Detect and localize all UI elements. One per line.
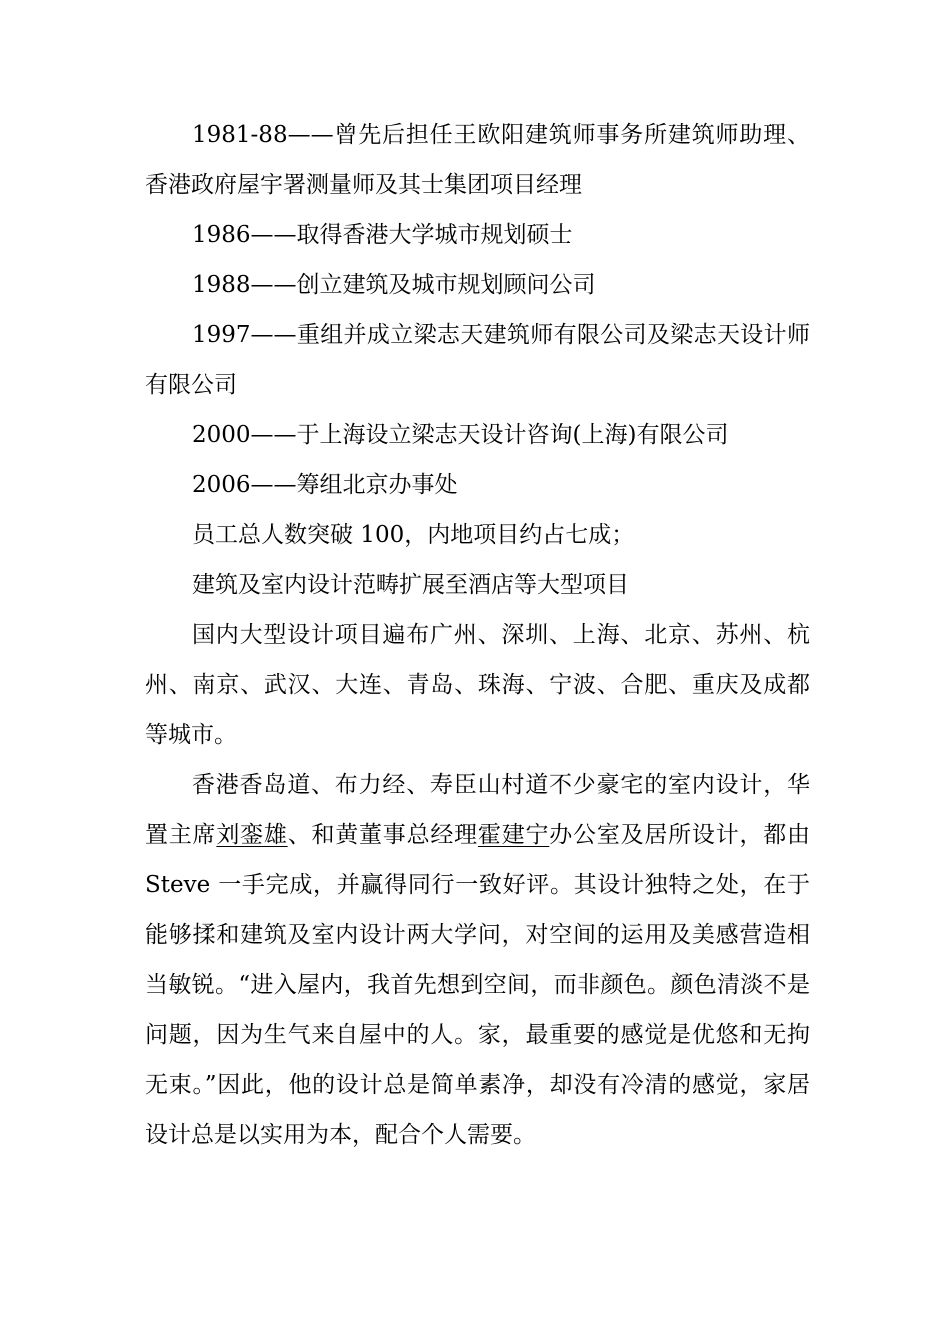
- timeline-entry-1997: 1997——重组并成立梁志天建筑师有限公司及梁志天设计师有限公司: [145, 322, 810, 398]
- timeline-entry-1988: 1988——创立建筑及城市规划顾问公司: [192, 272, 596, 298]
- design-paragraph: [145, 760, 810, 1160]
- design-text-part-1: 香港香岛道、布力经、寿臣山村道不少豪宅的室内设计，华置主席: [145, 772, 810, 848]
- person-link-lau[interactable]: 刘銮雄: [216, 822, 288, 848]
- timeline-entry-1986: 1986——取得香港大学城市规划硕士: [192, 222, 573, 248]
- timeline-entry-1981: 1981-88——曾先后担任王欧阳建筑师事务所建筑师助理、香港政府屋宇署测量师及其士集团项目经理: [145, 122, 810, 198]
- projects-paragraph: 国内大型设计项目遍布广州、深圳、上海、北京、苏州、杭州、南京、武汉、大连、青岛、珠海、宁波、合肥、重庆及成都等城市。: [145, 622, 810, 748]
- design-text-part-2: 、和黄董事总经理: [287, 822, 478, 848]
- timeline-entry-2000: 2000——于上海设立梁志天设计咨询(上海)有限公司: [192, 422, 729, 448]
- person-link-fok[interactable]: 霍建宁: [477, 822, 550, 848]
- design-text-part-3: 办公室及居所设计，都由 Steve 一手完成，并赢得同行一致好评。其设计独特之处，在于能够揉和建筑及室内设计两大学问，对空间的运用及美感营造相当敏锐。“进入屋内，我首先想到空间，而非颜色。颜色清淡不是问题，因为生气来自屋中的人。家，最重要的感觉是优悠和无拘无束。”因此，他的设计总是简单素净，却没有冷清的感觉，家居设计总是以实用为本，配合个人需要。: [145, 822, 811, 1148]
- timeline-entry-2006: 2006——筹组北京办事处: [192, 472, 458, 498]
- staff-note: 员工总人数突破 100，内地项目约占七成；: [192, 522, 635, 548]
- scope-note: 建筑及室内设计范畴扩展至酒店等大型项目: [192, 572, 629, 598]
- document-body: [145, 110, 810, 1160]
